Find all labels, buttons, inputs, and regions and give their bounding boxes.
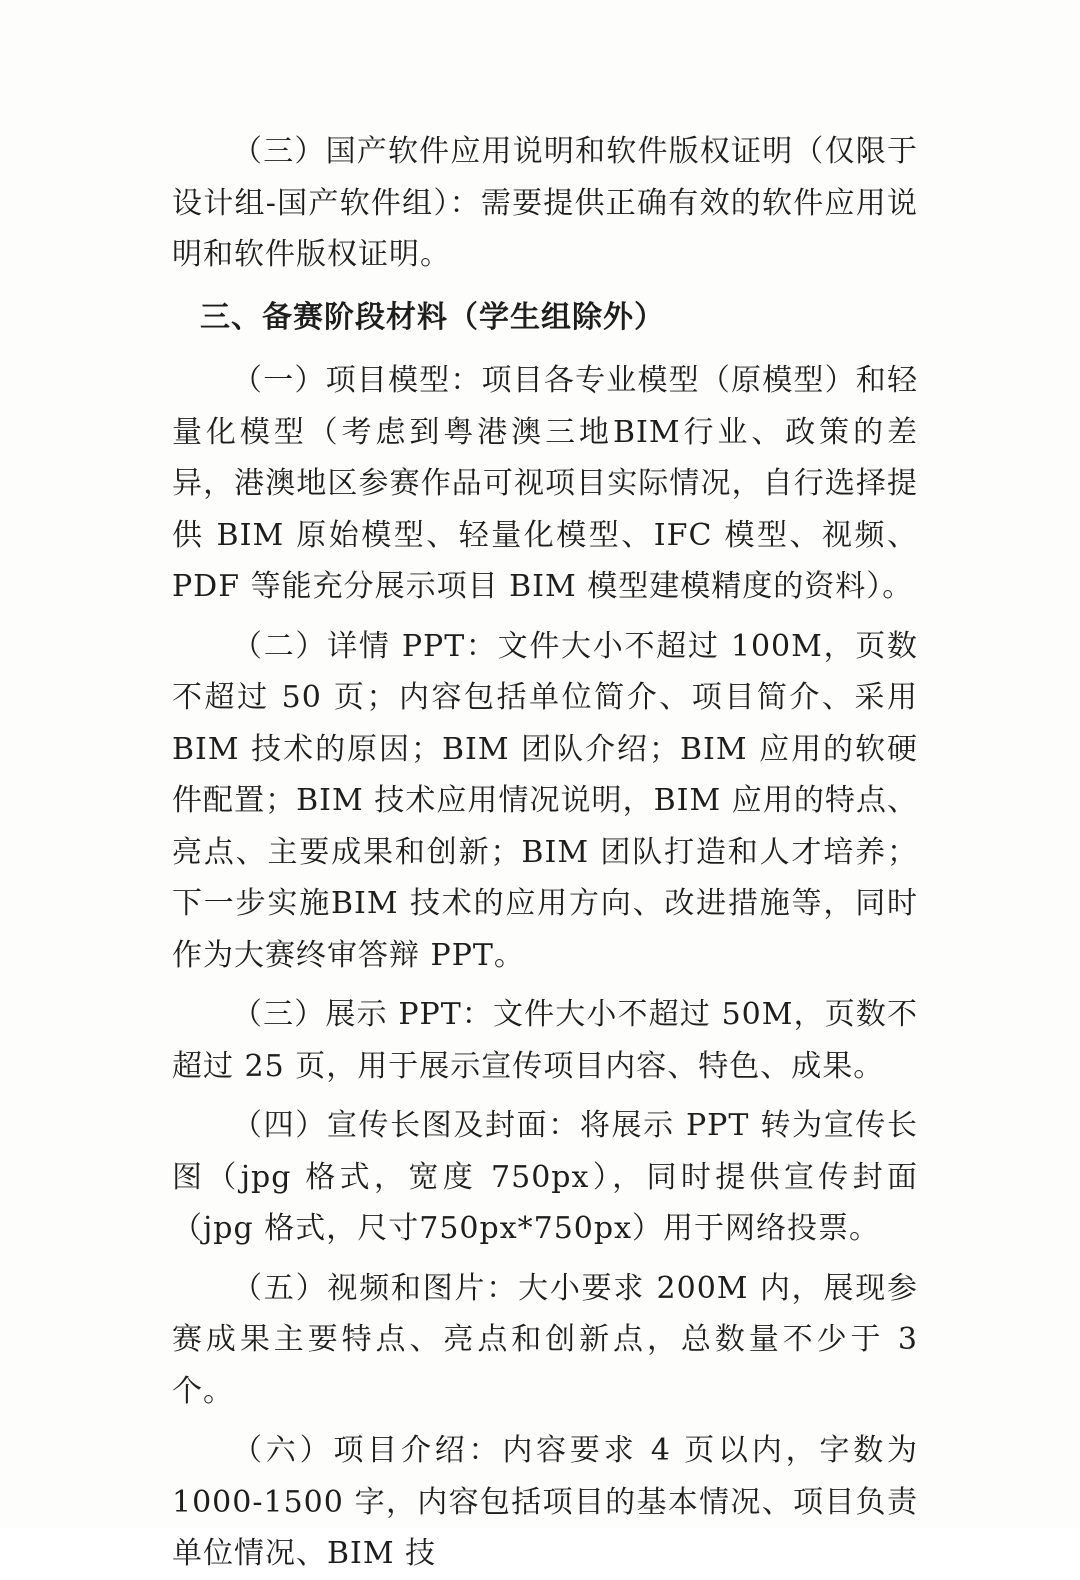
paragraph-video-images: （五）视频和图片：大小要求 200M 内，展现参赛成果主要特点、亮点和创新点，总数量不少于 3 个。 bbox=[172, 1270, 918, 1409]
document-body bbox=[172, 126, 918, 1580]
paragraph-project-model: （一）项目模型：项目各专业模型（原模型）和轻量化模型（考虑到粤港澳三地BIM行业、政策的差异，港澳地区参赛作品可视项目实际情况，自行选择提供 BIM 原始模型、轻量化模型、IFC 模型、视频、PDF 等能充分展示项目 BIM 模型建模精度的资料）。 bbox=[172, 363, 918, 604]
paragraph-project-intro: （六）项目介绍：内容要求 4 页以内，字数为 1000-1500 字，内容包括项目的基本情况、项目负责单位情况、BIM 技 bbox=[172, 1433, 918, 1571]
section-heading-preparation-materials: 三、备赛阶段材料（学生组除外） bbox=[200, 299, 665, 335]
paragraph-promo-image: （四）宣传长图及封面：将展示 PPT 转为宣传长图（jpg 格式，宽度 750px），同时提供宣传封面（jpg 格式，尺寸750px*750px）用于网络投票。 bbox=[172, 1108, 918, 1246]
paragraph-detail-ppt: （二）详情 PPT：文件大小不超过 100M，页数不超过 50 页；内容包括单位简介、项目简介、采用 BIM 技术的原因；BIM 团队介绍；BIM 应用的软硬件配置；BIM 技术应用情况说明，BIM 应用的特点、亮点、主要成果和创新；BIM 团队打造和人才培养；下一步实施BIM 技术的应用方向、改进措施等，同时作为大赛终审答辩 PPT。 bbox=[172, 628, 918, 973]
paragraph-display-ppt: （三）展示 PPT：文件大小不超过 50M，页数不超过 25 页，用于展示宣传项目内容、特色、成果。 bbox=[172, 997, 918, 1084]
paragraph-software-copyright: （三）国产软件应用说明和软件版权证明（仅限于设计组-国产软件组）：需要提供正确有效的软件应用说明和软件版权证明。 bbox=[172, 134, 918, 272]
